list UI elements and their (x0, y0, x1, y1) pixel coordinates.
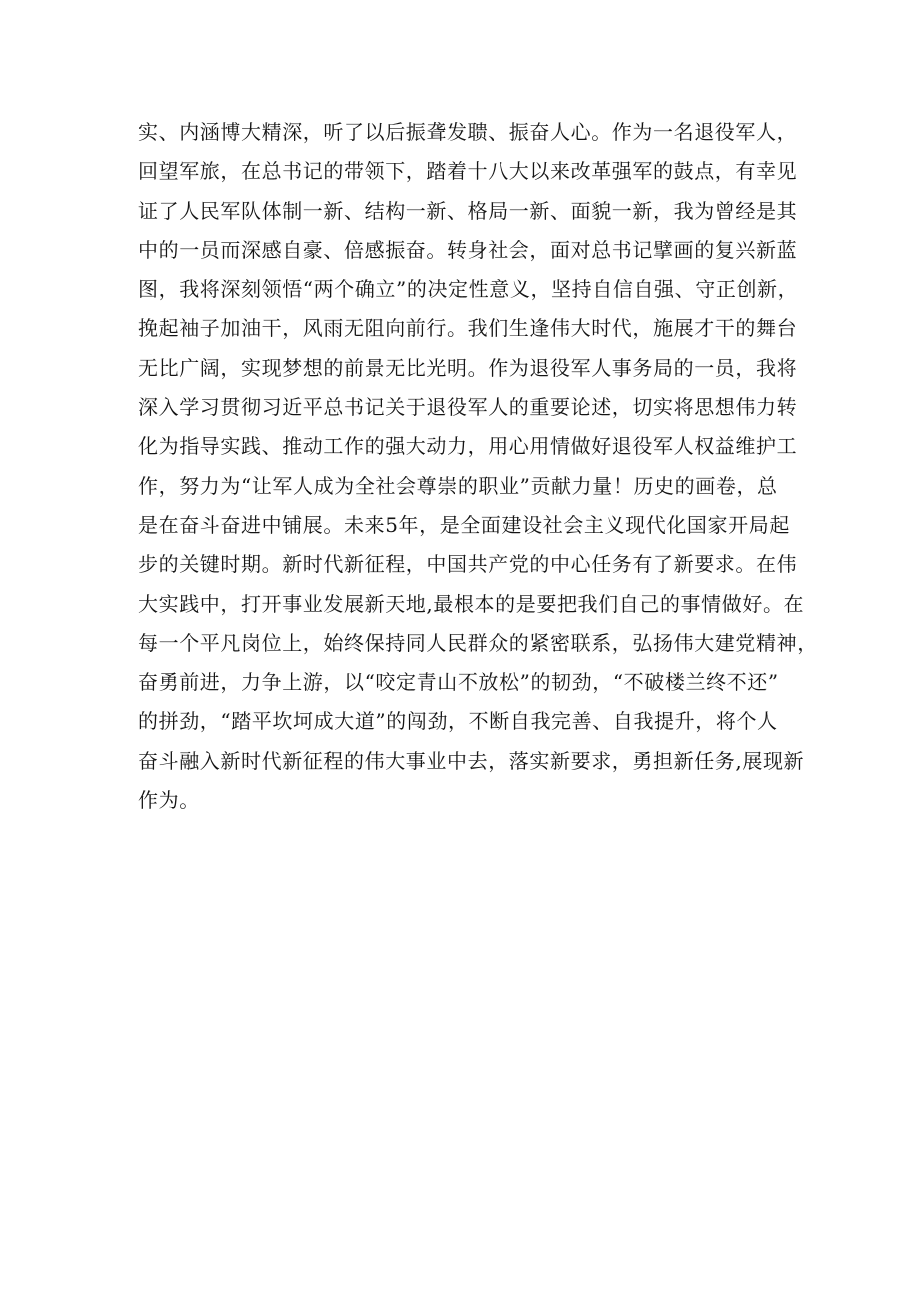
paragraph-line: 作，努力为“让军人成为全社会尊崇的职业”贡献力量！历史的画卷，总 (138, 473, 778, 498)
paragraph-line: 中的一员而深感自豪、倍感振奋。转身社会，面对总书记擘画的复兴新蓝 (138, 237, 798, 262)
body-paragraph (138, 113, 818, 820)
paragraph-line: 大实践中，打开事业发展新天地,最根本的是要把我们自己的事情做好。在 (138, 591, 805, 616)
paragraph-line: 的拼劲，“踏平坎坷成大道”的闯劲，不断自我完善、自我提升，将个人 (138, 709, 778, 734)
paragraph-line: 每一个平凡岗位上，始终保持同人民群众的紧密联系，弘扬伟大建党精神， (138, 630, 818, 655)
paragraph-line: 挽起袖子加油干，风雨无阻向前行。我们生逢伟大时代，施展才干的舞台 (138, 316, 798, 341)
paragraph-line: 图，我将深刻领悟“两个确立”的决定性意义，坚持自信自强、守正创新， (138, 277, 799, 302)
paragraph-line: 实、内涵博大精深，听了以后振聋发聩、振奋人心。作为一名退役军人， (138, 120, 798, 144)
paragraph-line: 证了人民军队体制一新、结构一新、格局一新、面貌一新，我为曾经是其 (138, 198, 798, 223)
paragraph-line: 无比广阔，实现梦想的前景无比光明。作为退役军人事务局的一员，我将 (138, 355, 798, 380)
paragraph-line: 步的关键时期。新时代新征程，中国共产党的中心任务有了新要求。在伟 (138, 552, 798, 577)
paragraph-line: 化为指导实践、推动工作的强大动力，用心用情做好退役军人权益维护工 (138, 434, 798, 459)
paragraph-line: 奋斗融入新时代新征程的伟大事业中去，落实新要求，勇担新任务,展现新 (138, 748, 805, 773)
paragraph-line: 回望军旅，在总书记的带领下，踏着十八大以来改革强军的鼓点，有幸见 (138, 159, 798, 184)
paragraph-line: 深入学习贯彻习近平总书记关于退役军人的重要论述，切实将思想伟力转 (138, 395, 798, 420)
paragraph-line: 奋勇前进，力争上游，以“咬定青山不放松”的韧劲，“不破楼兰终不还” (138, 670, 779, 695)
paragraph-line: 是在奋斗奋进中铺展。未来5年，是全面建设社会主义现代化国家开局起 (138, 512, 790, 537)
paragraph-line: 作为。 (138, 788, 200, 813)
